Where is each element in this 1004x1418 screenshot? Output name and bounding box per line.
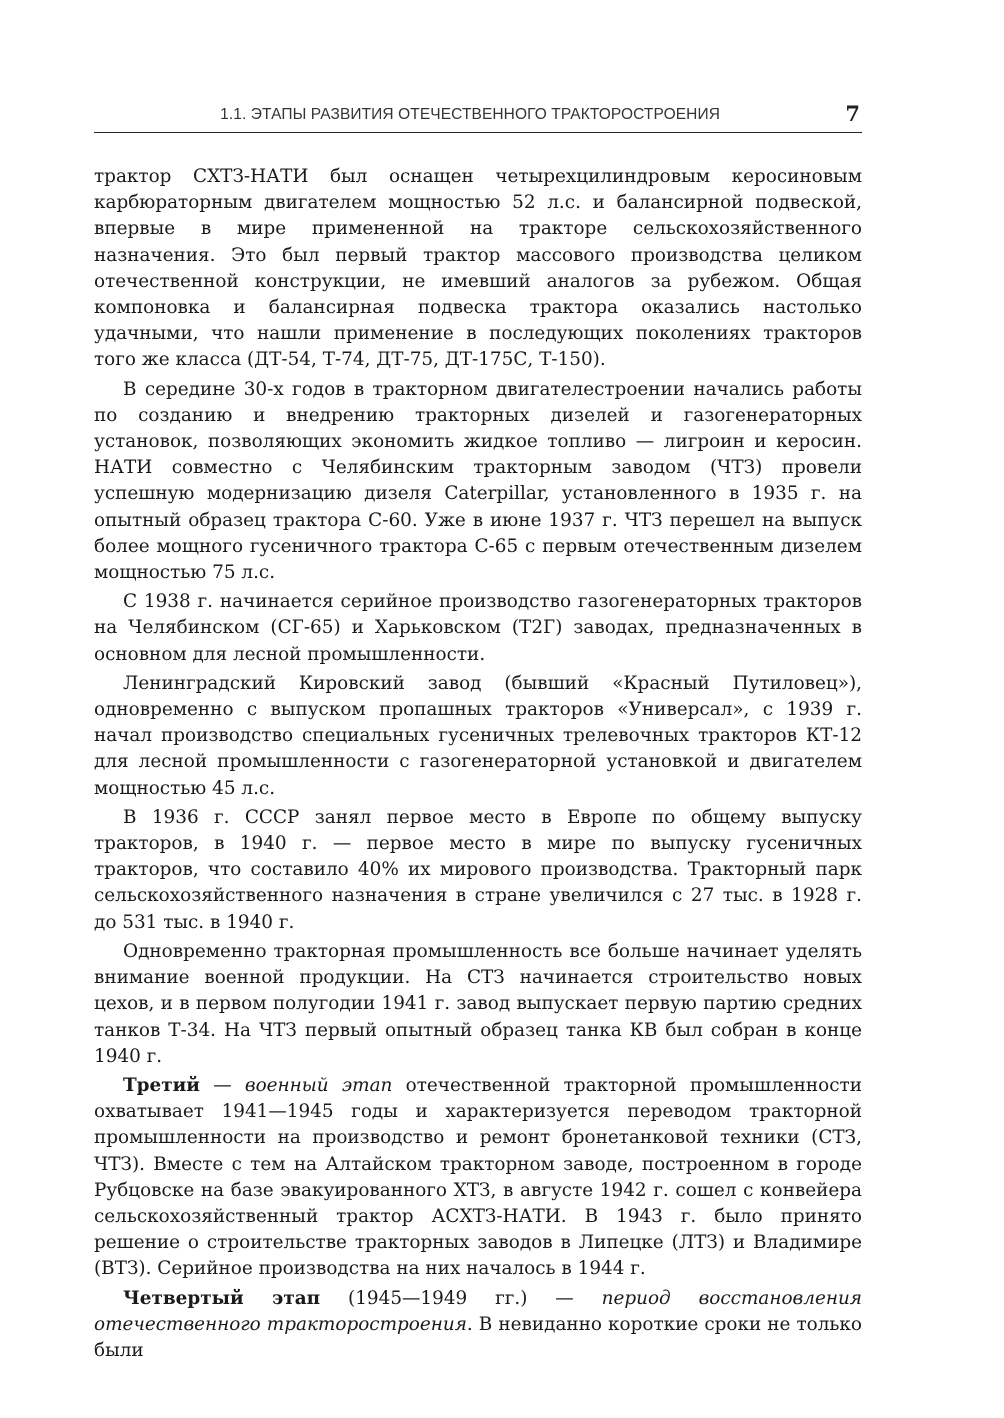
- paragraph-8-text: . В невиданно короткие сроки не только были: [94, 1313, 863, 1361]
- running-header: [94, 100, 862, 133]
- paragraph-5: В 1936 г. СССР занял первое место в Европе по общему выпуску тракторов, в 1940 г. — первое место в мире по выпуску гусеничных тракторов, что составило 40% их мирового производства. Тракторный парк сельскохозяйственного назначения в стране увеличился с 27 тыс. в 1928 г. до 531 тыс. в 1940 г.: [94, 806, 862, 933]
- paragraph-7-dash: —: [199, 1074, 245, 1096]
- paragraph-2: В середине 30-х годов в тракторном двигателестроении начались работы по созданию и внедрению тракторных дизелей и газогенераторных установок, позволяющих экономить жидкое топливо — лигроин и керосин. НАТИ совместно с Челябинским тракторным заводом (ЧТЗ) провели успешную модернизацию дизеля Caterpillar, установленного в 1935 г. на опытный образец трактора С-60. Уже в июне 1937 г. ЧТЗ перешел на выпуск более мощного гусеничного трактора С-65 с первым отечественным дизелем мощностью 75 л.с.: [94, 378, 862, 584]
- stage-three-label: Третий: [123, 1074, 200, 1096]
- paragraph-7-text: отечественной тракторной промышленности охватывает 1941—1945 годы и характеризуется переводом тракторной промышленности на производство и ремонт бронетанковой техники (СТЗ, ЧТЗ). Вместе с тем на Алтайском тракторном заводе, построенном в городе Рубцовске на базе эвакуированного ХТЗ, в августе 1942 г. сошел с конвейера сельскохозяйственный трактор АСХТЗ-НАТИ. В 1943 г. было принято решение о строительстве тракторных заводов в Липецке (ЛТЗ) и Владимире (ВТЗ). Серийное производства на них началось в 1944 г.: [94, 1074, 862, 1280]
- stage-four-label: Четвертый этап: [123, 1287, 321, 1309]
- paragraph-8-years: (1945—1949 гг.) —: [320, 1287, 602, 1309]
- running-title: 1.1. ЭТАПЫ РАЗВИТИЯ ОТЕЧЕСТВЕННОГО ТРАКТОРОСТРОЕНИЯ: [220, 106, 720, 123]
- paragraph-1: трактор СХТЗ-НАТИ был оснащен четырехцилиндровым керосиновым карбюраторным двигателем мощностью 52 л.с. и балансирной подвеской, впервые в мире примененной на тракторе сельскохозяйственного назначения. Это был первый трактор массового производства целиком отечественной конструкции, не имевший аналогов за рубежом. Общая компоновка и балансирная подвеска трактора оказались настолько удачными, что нашли применение в последующих поколениях тракторов того же класса (ДТ-54, Т-74, ДТ-75, ДТ-175С, Т-150).: [94, 166, 862, 371]
- body-text: [94, 164, 862, 1364]
- paragraph-8: [94, 1286, 862, 1365]
- paragraph-7: [94, 1073, 862, 1283]
- paragraph-4: Ленинградский Кировский завод (бывший «Красный Путиловец»), одновременно с выпуском пропашных тракторов «Универсал», с 1939 г. начал производство специальных гусеничных трелевочных тракторов КТ-12 для лесной промышленности с газогенераторной установкой и двигателем мощностью 45 л.с.: [94, 672, 862, 799]
- paragraph-3: С 1938 г. начинается серийное производство газогенераторных тракторов на Челябинском (СГ-65) и Харьковском (Т2Г) заводах, предназначенных в основном для лесной промышленности.: [94, 591, 862, 665]
- military-stage-term: военный этап: [244, 1074, 393, 1096]
- restoration-period-term: период восстановления отечественного тракторостроения: [94, 1287, 862, 1335]
- paragraph-6: Одновременно тракторная промышленность все больше начинает уделять внимание военной продукции. На СТЗ начинается строительство новых цехов, и в первом полугодии 1941 г. завод выпускает первую партию средних танков Т-34. На ЧТЗ первый опытный образец танка КВ был собран в конце 1940 г.: [94, 940, 862, 1067]
- page-number: 7: [845, 101, 860, 126]
